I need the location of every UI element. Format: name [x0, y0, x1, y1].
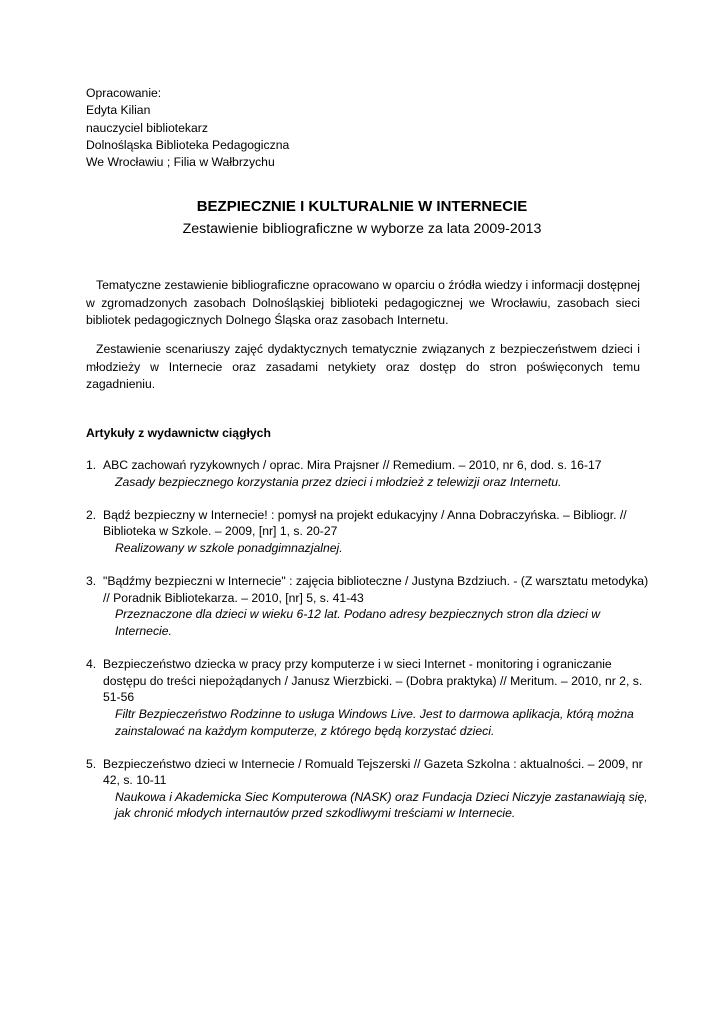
- bibliography-item: [86, 756, 656, 822]
- item-number: 3.: [86, 574, 97, 589]
- author-line-location: We Wrocławiu ; Filia w Wałbrzychu: [86, 155, 275, 170]
- item-number: 1.: [86, 458, 97, 472]
- author-line-label: Opracowanie:: [86, 86, 162, 100]
- item-citation: Bezpieczeństwo dzieci w Internecie / Romuald Tejszerski // Gazeta Szkolna : aktualności. – 2009, nr 42, s. 10-11: [103, 756, 643, 788]
- item-annotation: Zasady bezpiecznego korzystania przez dzieci i młodzież z telewizji oraz Internetu.: [115, 474, 562, 489]
- item-annotation: Filtr Bezpieczeństwo Rodzinne to usługa Windows Live. Jest to darmowa aplikacja, którą można zainstalować na każdym komputerze, z którego będą korzystać dzieci.: [115, 706, 634, 738]
- item-citation: Bądź bezpieczny w Internecie! : pomysł na projekt edukacyjny / Anna Dobraczyńska. – Bibliogr. // Biblioteka w Szkole. – 2009, [nr] 1, s. 20-27: [103, 507, 627, 539]
- item-number: 2.: [86, 507, 97, 522]
- item-annotation: Realizowany w szkole ponadgimnazjalnej.: [115, 540, 343, 555]
- item-citation: ABC zachowań ryzykownych / oprac. Mira Prajsner // Remedium. – 2010, nr 6, dod. s. 16-17: [103, 458, 602, 472]
- item-number: 4.: [86, 657, 97, 672]
- author-line-institution: Dolnośląska Biblioteka Pedagogiczna: [86, 137, 290, 152]
- bibliography-item: [86, 507, 656, 557]
- document-title: BEZPIECZNIE I KULTURALNIE W INTERNECIE: [196, 198, 528, 215]
- item-citation: Bezpieczeństwo dziecka w pracy przy komputerze i w sieci Internet - monitoring i ograniczanie dostępu do treści niepożądanych / Janusz Wierzbicki. – (Dobra praktyka) // Meritum. – 2010, nr 2, s. 51-56: [103, 657, 643, 705]
- section-heading: Artykuły z wydawnictw ciągłych: [86, 426, 271, 440]
- intro-paragraph-2: Zestawienie scenariuszy zajęć dydaktycznych tematycznie związanych z bezpieczeństwem dzieci i młodzieży w Internecie oraz zasadami netykiety oraz dostęp do stron poświęconych temu zagadnieniu.: [86, 342, 640, 392]
- item-number: 5.: [86, 756, 97, 771]
- author-line-position: nauczyciel bibliotekarz: [86, 120, 208, 135]
- bibliography-item: [86, 656, 656, 739]
- bibliography-list: [86, 457, 656, 839]
- author-line-name: Edyta Kilian: [86, 103, 151, 118]
- intro-paragraph-1: Tematyczne zestawienie bibliograficzne opracowano w oparciu o źródła wiedzy i informacji dostępnej w zgromadzonych zasobach Dolnośląskiej biblioteki pedagogicznej we Wrocławiu, zasobach sieci bibliotek pedagogicznych Dolnego Śląska oraz zasobach Internetu.: [86, 278, 640, 328]
- document-subtitle: Zestawienie bibliograficzne w wyborze za lata 2009-2013: [182, 221, 542, 237]
- item-annotation: Przeznaczone dla dzieci w wieku 6-12 lat. Podano adresy bezpiecznych stron dla dzieci w Internecie.: [115, 607, 601, 638]
- author-block: [86, 85, 289, 171]
- bibliography-item: [86, 573, 656, 639]
- bibliography-item: [86, 457, 656, 490]
- item-annotation: Naukowa i Akademicka Siec Komputerowa (NASK) oraz Fundacja Dzieci Niczyje zastanawiają się, jak chronić młodych internautów przed szkodliwymi treściami w Internecie.: [115, 789, 648, 821]
- item-citation: "Bądźmy bezpieczni w Internecie" : zajęcia biblioteczne / Justyna Bzdziuch. - (Z warsztatu metodyka) // Poradnik Bibliotekarza. – 2010, [nr] 5, s. 41-43: [103, 574, 649, 605]
